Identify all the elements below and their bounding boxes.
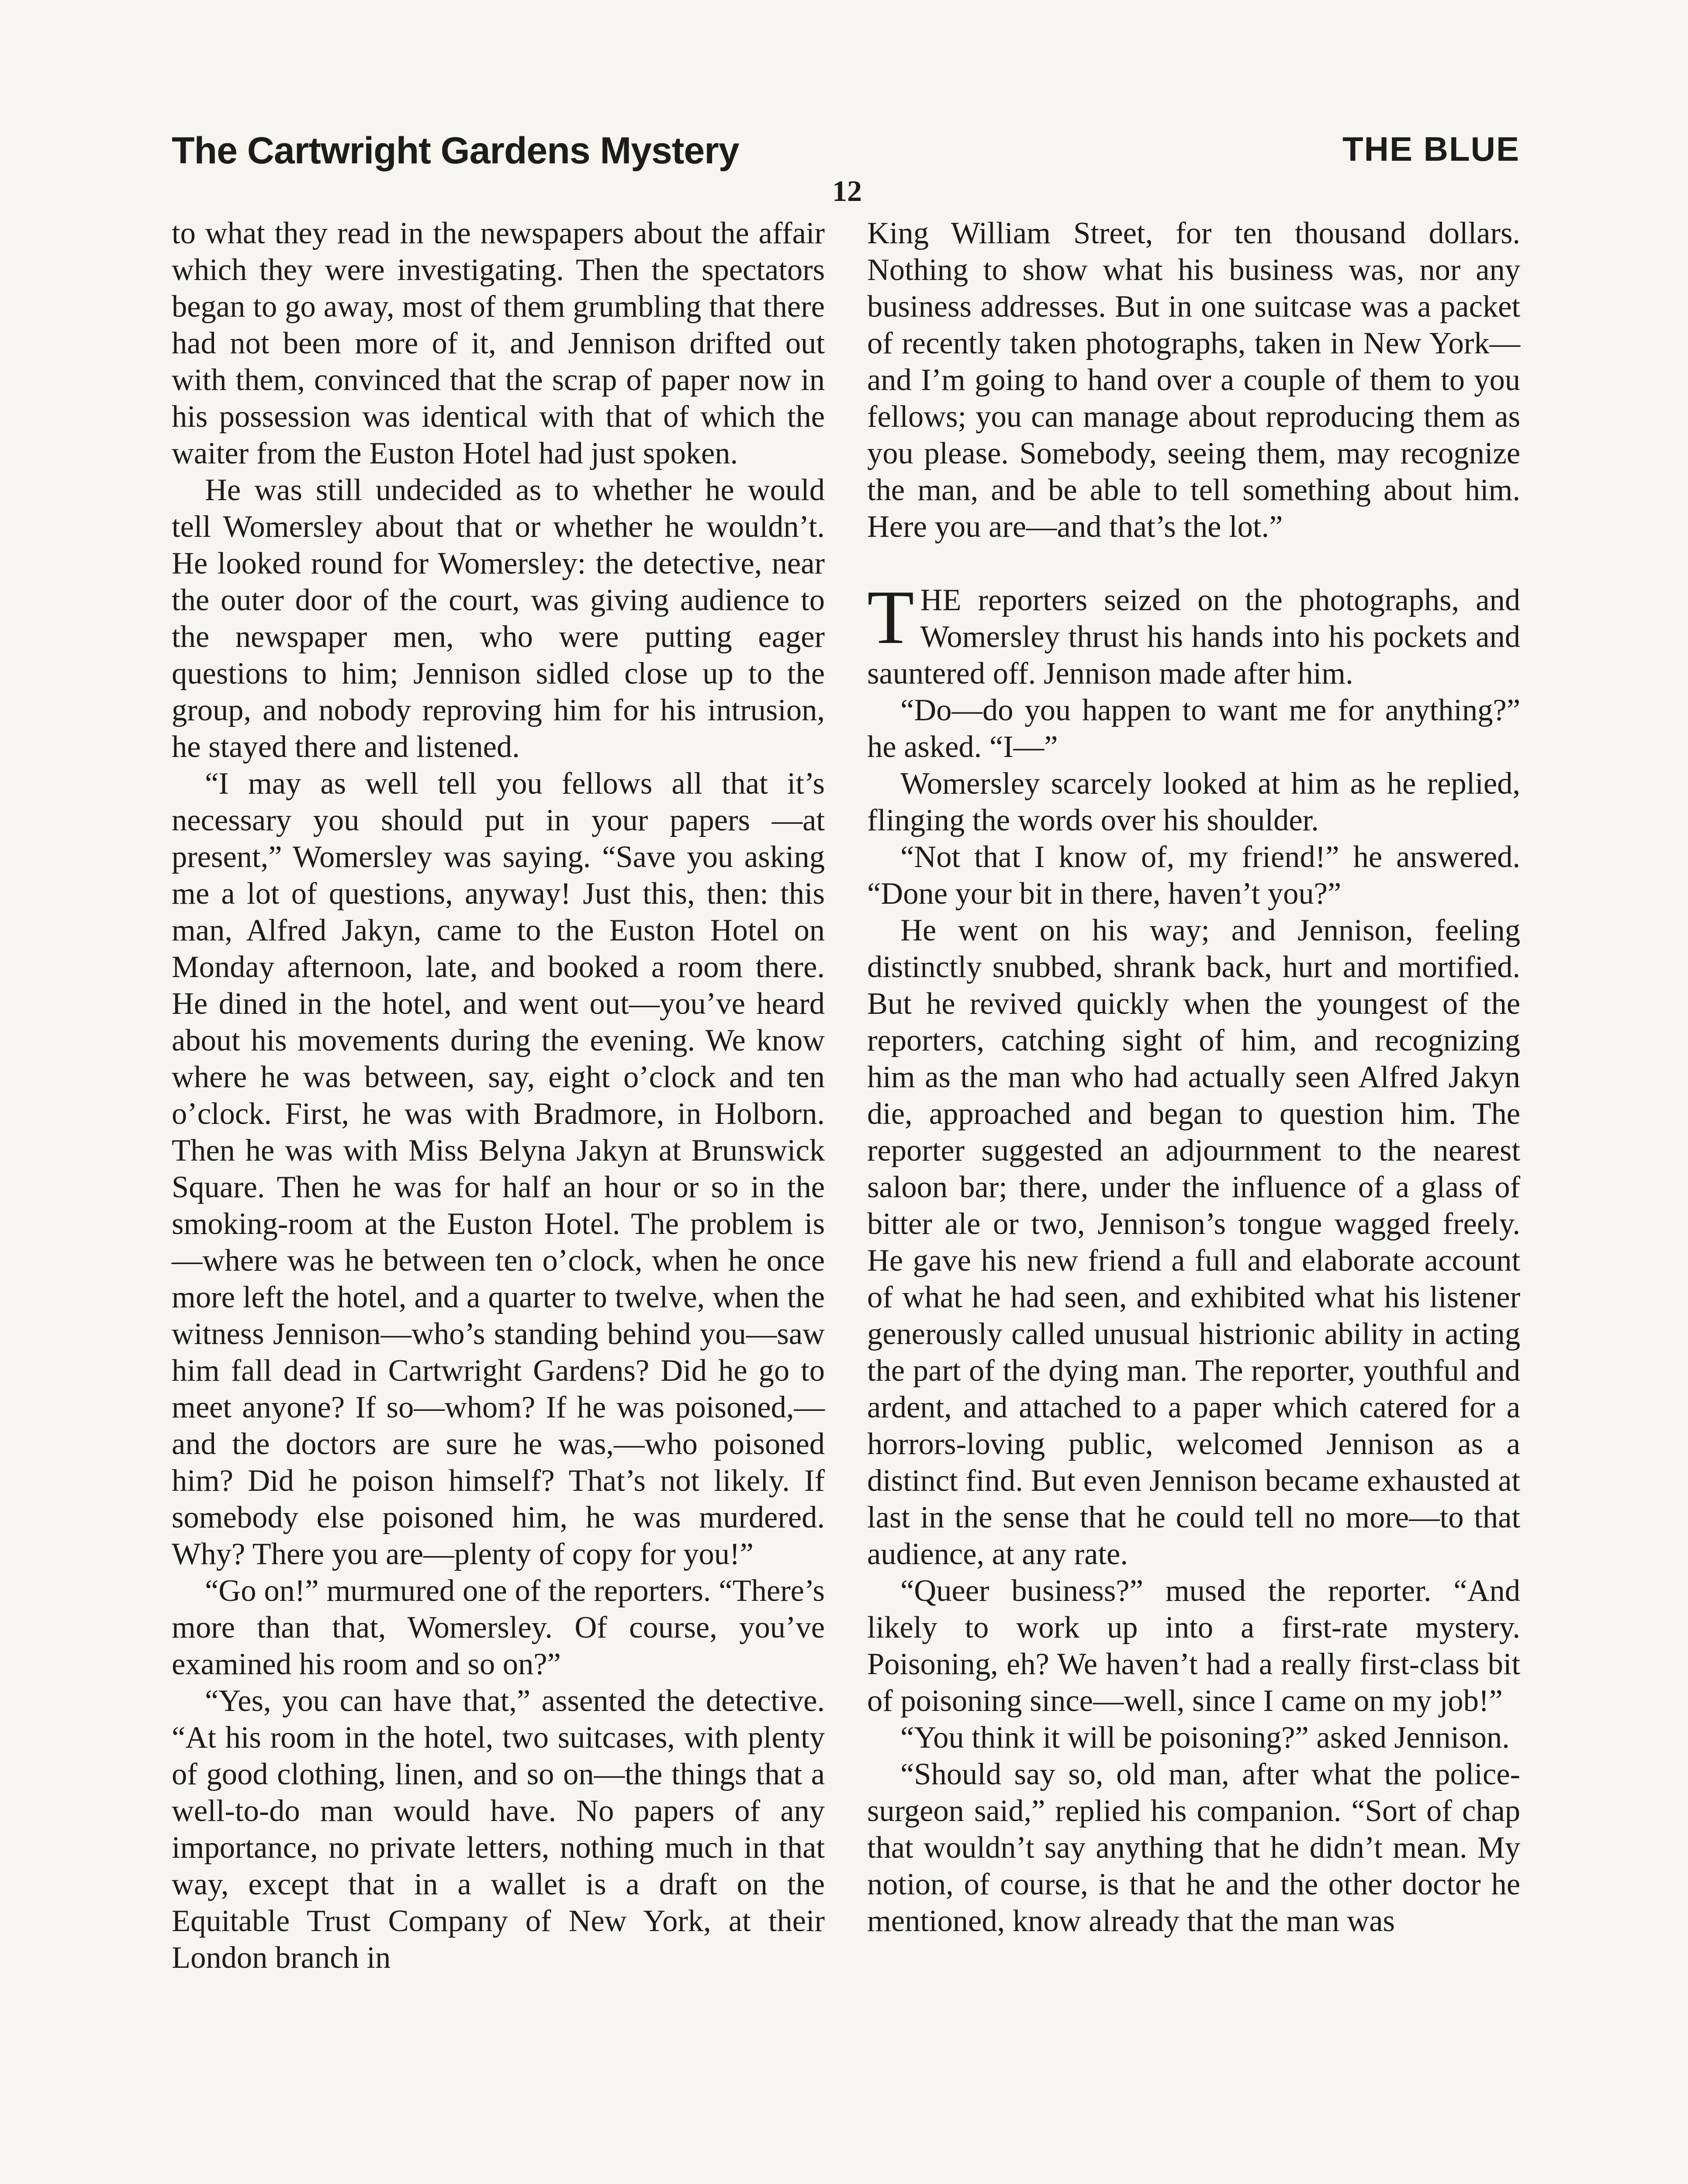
paragraph: “Queer business?” mused the reporter. “And likely to work up into a first-rate mystery. Poisoning, eh? We haven’t had a really first-class bit of poisoning since—well, since I came on my job!”: [867, 1574, 1520, 1718]
section-opening-paragraph: [867, 575, 1520, 692]
paragraph: “Not that I know of, my friend!” he answered. “Done your bit in there, haven’t you?”: [867, 840, 1520, 911]
paragraph: “You think it will be poisoning?” asked Jennison.: [900, 1721, 1510, 1755]
page-number: 12: [832, 174, 862, 207]
magazine-name: THE BLUE: [1342, 130, 1520, 168]
paragraph: King William Street, for ten thousand dollars. Nothing to show what his business was, nor any business addresses. But in one suitcase was a packet of recently taken photographs, taken in New York—and I’m going to hand over a couple of them to you fellows; you can manage about reproducing them as you please. Somebody, seeing them, may recognize the man, and be able to tell something about him. Here you are—and that’s the lot.”: [867, 216, 1520, 544]
drop-cap: T: [867, 575, 914, 660]
paragraph: Womersley scarcely looked at him as he replied, flinging the words over his shoulder.: [867, 767, 1520, 837]
paragraph: “Do—do you happen to want me for anything?” he asked. “I—”: [867, 693, 1520, 764]
paragraph: “Go on!” murmured one of the reporters. “There’s more than that, Womersley. Of course, you’ve examined his room and so on?”: [172, 1574, 825, 1681]
story-title: The Cartwright Gardens Mystery: [172, 130, 739, 172]
paragraph: “I may as well tell you fellows all that it’s necessary you should put in your papers —at present,” Womersley was saying. “Save you asking me a lot of questions, anyway! Just this, then: this man, Alfred Jakyn, came to the Euston Hotel on Monday afternoon, late, and booked a room there. He dined in the hotel, and went out—you’ve heard about his movements during the evening. We know where he was between, say, eight o’clock and ten o’clock. First, he was with Bradmore, in Holborn. Then he was with Miss Belyna Jakyn at Brunswick Square. Then he was for half an hour or so in the smoking-room at the Euston Hotel. The problem is—where was he between ten o’clock, when he once more left the hotel, and a quarter to twelve, when the witness Jennison—who’s standing behind you—saw him fall dead in Cartwright Gardens? Did he go to meet anyone? If so—whom? If he was poisoned,—and the doctors are sure he was,—who poisoned him? Did he poison himself? That’s not likely. If somebody else poisoned him, he was murdered. Why? There you are—plenty of copy for you!”: [172, 767, 825, 1571]
paragraph: “Should say so, old man, after what the police-surgeon said,” replied his companion. “Sort of chap that wouldn’t say anything that he didn’t mean. My notion, of course, is that he and the other doctor he mentioned, know already that the man was: [867, 1757, 1520, 1938]
section-opening-text: HE reporters seized on the photographs, and Womersley thrust his hands into his pockets and sauntered off. Jennison made after him.: [867, 583, 1520, 691]
paragraph: He was still undecided as to whether he would tell Womersley about that or whether he wouldn’t. He looked round for Womersley: the detective, near the outer door of the court, was giving audience to the newspaper men, who were putting eager questions to him; Jennison sidled close up to the group, and nobody reproving him for his intrusion, he stayed there and listened.: [172, 473, 825, 764]
left-column: [172, 215, 825, 1976]
paragraph: “Yes, you can have that,” assented the detective. “At his room in the hotel, two suitcases, with plenty of good clothing, linen, and so on—the things that a well-to-do man would have. No papers of any importance, no private letters, nothing much in that way, except that in a wallet is a draft on the Equitable Trust Company of New York, at their London branch in: [172, 1684, 825, 1975]
paragraph: to what they read in the newspapers about the affair which they were investigating. Then the spectators began to go away, most of them grumbling that there had not been more of it, and Jennison drifted out with them, convinced that the scrap of paper now in his possession was identical with that of which the waiter from the Euston Hotel had just spoken.: [172, 216, 825, 470]
paragraph: He went on his way; and Jennison, feeling distinctly snubbed, shrank back, hurt and mortified. But he revived quickly when the youngest of the reporters, catching sight of him, and recognizing him as the man who had actually seen Alfred Jakyn die, approached and began to question him. The reporter suggested an adjournment to the nearest saloon bar; there, under the influence of a glass of bitter ale or two, Jennison’s tongue wagged freely. He gave his new friend a full and elaborate account of what he had seen, and exhibited what his listener generously called unusual histrionic ability in acting the part of the dying man. The reporter, youthful and ardent, and attached to a paper which catered for a horrors-loving public, welcomed Jennison as a distinct find. But even Jennison became exhausted at last in the sense that he could tell no more—to that audience, at any rate.: [867, 913, 1520, 1571]
right-column: [867, 215, 1520, 1939]
